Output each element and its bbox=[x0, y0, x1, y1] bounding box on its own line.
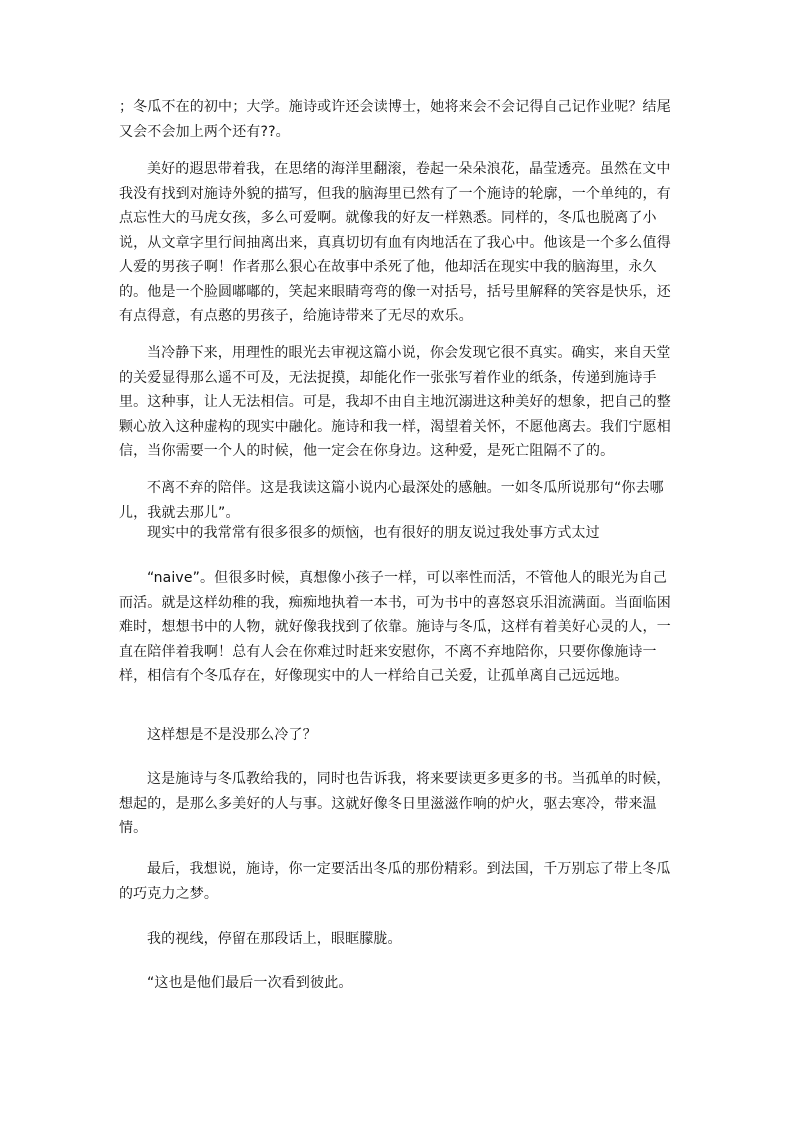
paragraph-3: 当冷静下来，用理性的眼光去审视这篇小说，你会发现它很不真实。确实，来自天堂的关爱显得那么遥不可及，无法捉摸，却能化作一张张写着作业的纸条，传递到施诗手里。这种事，让人无法相信。可是，我却不由自主地沉溺进这种美好的想象，把自己的整颗心放入这种虚构的现实中融化。施诗和我一样，渴望着关怀，不愿他离去。我们宁愿相信，当你需要一个人的时候，他一定会在你身边。这种爱，是死亡阻隔不了的。 bbox=[119, 345, 671, 459]
paragraph-1: ；冬瓜不在的初中；大学。施诗或许还会读博士，她将来会不会记得自己记作业呢？结尾又会不会加上两个还有??。 bbox=[119, 99, 671, 140]
paragraph-9: 最后，我想说，施诗，你一定要活出冬瓜的那份精彩。到法国，千万别忘了带上冬瓜的巧克力之梦。 bbox=[119, 861, 671, 902]
paragraph-8: 这是施诗与冬瓜教给我的，同时也告诉我，将来要读更多更多的书。当孤单的时候，想起的，是那么多美好的人与事。这就好像冬日里滋滋作响的炉火，驱去寒冷，带来温情。 bbox=[119, 771, 671, 836]
paragraph-5: 现实中的我常常有很多很多的烦恼，也有很好的朋友说过我处事方式太过 bbox=[147, 525, 600, 541]
paragraph-6: “naive”。但很多时候，真想像小孩子一样，可以率性而活，不管他人的眼光为自己而活。就是这样幼稚的我，痴痴地执着一本书，可为书中的喜怒哀乐泪流满面。当面临困难时，想想书中的人物，就好像我找到了依靠。施诗与冬瓜，这样有着美好心灵的人，一直在陪伴着我啊！总有人会在你难过时赶来安慰你，不离不弃地陪你，只要你像施诗一样，相信有个冬瓜存在，好像现实中的人一样给自己关爱，让孤单离自己远远地。 bbox=[119, 570, 671, 684]
paragraph-2: 美好的遐思带着我，在思绪的海洋里翻滚，卷起一朵朵浪花，晶莹透亮。虽然在文中我没有找到对施诗外貌的描写，但我的脑海里已然有了一个施诗的轮廓，一个单纯的，有点忘性大的马虎女孩，多么可爱啊。就像我的好友一样熟悉。同样的，冬瓜也脱离了小说，从文章字里行间抽离出来，真真切切有血有肉地活在了我心中。他该是一个多么值得人爱的男孩子啊！作者那么狠心在故事中杀死了他，他却活在现实中我的脑海里，永久的。他是一个脸圆嘟嘟的，笑起来眼睛弯弯的像一对括号，括号里解释的笑容是快乐，还有点得意，有点憨的男孩子，给施诗带来了无尽的欢乐。 bbox=[119, 161, 671, 324]
paragraph-11: “这也是他们最后一次看到彼此。 bbox=[147, 975, 353, 991]
paragraph-7: 这样想是不是没那么冷了？ bbox=[147, 727, 317, 743]
paragraph-10: 我的视线，停留在那段话上，眼眶朦胧。 bbox=[147, 931, 402, 947]
paragraph-4: 不离不弃的陪伴。这是我读这篇小说内心最深处的感触。一如冬瓜所说那句“你去哪儿，我就去那儿”。 bbox=[119, 480, 664, 521]
